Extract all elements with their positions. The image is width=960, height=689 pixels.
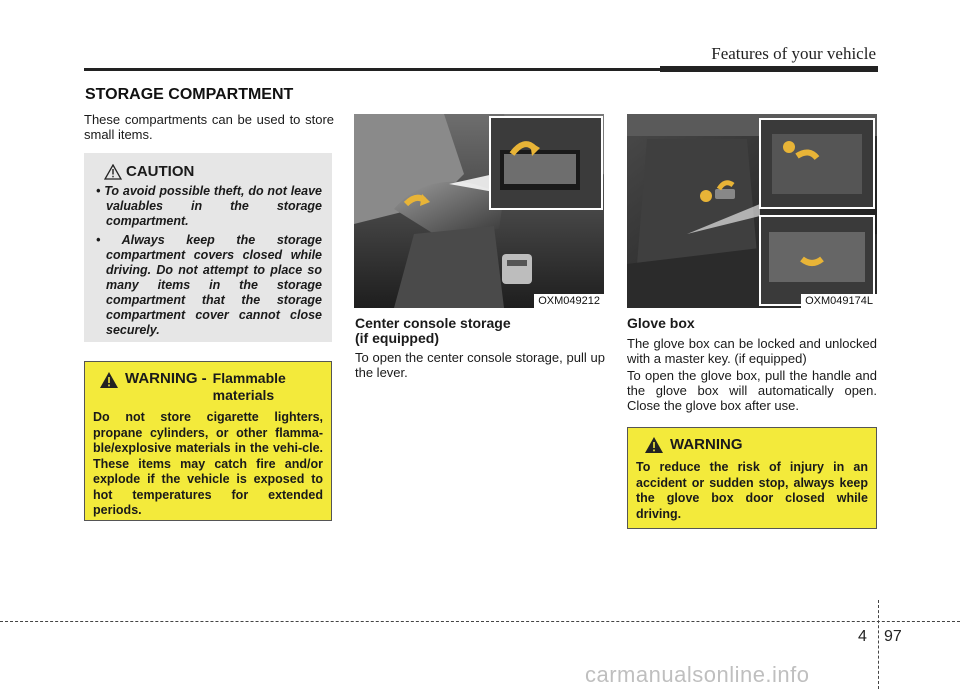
glove-box-text-1: The glove box can be locked and unlocked with a master key. (if equipped) <box>627 336 877 366</box>
page-number: 97 <box>884 628 902 645</box>
caution-item: • To avoid possible theft, do not leave valuables in the storage compartment. <box>96 184 322 228</box>
caution-label: CAUTION <box>126 163 195 180</box>
caution-list <box>94 184 322 338</box>
warning-glove-box <box>627 427 877 529</box>
warning-triangle-icon <box>99 371 119 389</box>
caution-box <box>84 153 332 342</box>
chapter-number: 4 <box>858 628 867 645</box>
watermark: carmanualsonline.info <box>585 662 810 687</box>
section-title: STORAGE COMPARTMENT <box>85 86 294 103</box>
header-rule-accent <box>660 66 878 72</box>
glove-box-title: Glove box <box>627 315 695 331</box>
warning-triangle-icon <box>644 436 664 454</box>
warning-flammable-header <box>93 370 323 404</box>
image-code: OXM049212 <box>534 294 604 308</box>
warning-flammable-text: Do not store cigarette lighters, propane cylinders, or other flamma-ble/explosive materials in the vehi-cle. These items may catch fire and/or explode if the vehicle is exposed to hot temperatures for extended periods. <box>93 410 323 517</box>
center-console-title: Center console storage (if equipped) <box>355 315 511 346</box>
glove-box-text-2: To open the glove box, pull the handle and the glove box will automatically open. Close the glove box after use. <box>627 368 877 413</box>
warning-glove-text: To reduce the risk of injury in an accident or sudden stop, always keep the glove box door closed while driving. <box>636 460 868 521</box>
footer-rule <box>0 621 960 622</box>
center-console-image <box>354 114 604 308</box>
center-console-text: To open the center console storage, pull up the lever. <box>355 350 605 380</box>
warning-glove-header <box>636 436 868 454</box>
image-code: OXM049174L <box>801 294 877 308</box>
caution-item: • Always keep the storage compartment covers closed while driving. Do not attempt to place so many items in the storage compartment that the storage compartment cover cannot close securely. <box>96 233 322 337</box>
warning-label: WARNING <box>670 436 743 453</box>
warning-label: WARNING - <box>125 370 207 387</box>
caution-triangle-icon <box>104 164 122 180</box>
intro-text: These compartments can be used to store small items. <box>84 112 334 142</box>
warning-flammable-box <box>84 361 332 521</box>
center-console-illustration <box>354 114 604 308</box>
glove-box-image <box>627 114 877 308</box>
glove-box-illustration <box>627 114 877 308</box>
warning-sublabel: Flammable materials <box>212 370 286 403</box>
caution-header <box>104 163 322 180</box>
running-header: Features of your vehicle <box>711 44 876 63</box>
footer-divider <box>878 600 879 689</box>
